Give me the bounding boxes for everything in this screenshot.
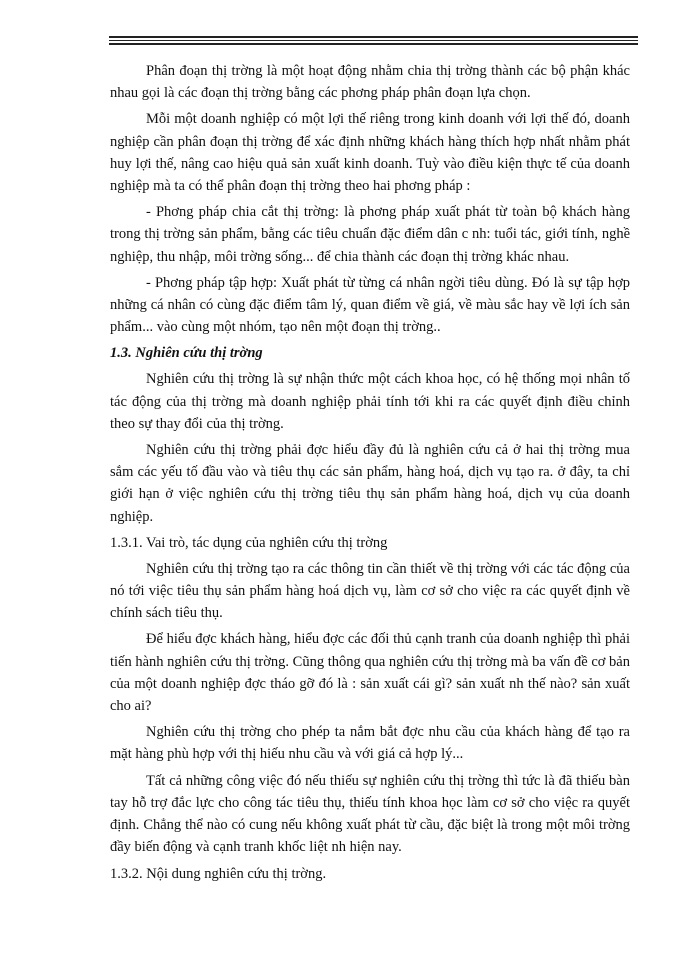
- subsection-heading-content: 1.3.2. Nội dung nghiên cứu thị trờng.: [110, 865, 327, 882]
- paragraph-market-research-scope: Nghiên cứu thị trờng phải đợc hiểu đầy đủ là nghiên cứu cả ở hai thị trờng mua sắm các yếu tố đầu vào và tiêu thụ các sản phẩm, hàng hoá, dịch vụ tạo ra. ở đây, ta chỉ giới hạn ở việc nghiên cứu thị trờng tiêu thụ sản phẩm hàng hoá, dịch vụ của doanh nghiệp.: [110, 442, 630, 525]
- paragraph-research-information: Nghiên cứu thị trờng tạo ra các thông tin cần thiết về thị trờng với các tác động của nó tới việc tiêu thụ sản phẩm hàng hoá dịch vụ, làm cơ sở cho việc ra các quyết định về chính sách tiêu thụ.: [110, 560, 630, 622]
- paragraph-market-segmentation-definition: Phân đoạn thị trờng là một hoạt động nhằm chia thị trờng thành các bộ phận khác nhau gọi là các đoạn thị trờng bằng các phơng pháp phân đoạn lựa chọn.: [110, 63, 630, 102]
- paragraph-aggregation-method: - Phơng pháp tập hợp: Xuất phát từ từng cá nhân ngời tiêu dùng. Đó là sự tập hợp những cá nhân có cùng đặc điểm tâm lý, quan điểm về giá, về màu sắc hay về lợi ích sản phẩm... vào cùng một nhóm, tạo nên một đoạn thị trờng..: [110, 274, 630, 336]
- paragraph-segmentation-advantage: Mỗi một doanh nghiệp có một lợi thế riêng trong kinh doanh với lợi thế đó, doanh nghiệp cần phân đoạn thị trờng để xác định những khách hàng thích hợp nhất nhằm phát huy lợi thế, nâng cao hiệu quả sản xuất kinh doanh. Tuỳ vào điều kiện thực tế của doanh nghiệp mà ta có thể phân đoạn thị trờng theo hai phơng pháp :: [110, 111, 630, 195]
- section-heading-market-research: 1.3. Nghiên cứu thị trờng: [110, 345, 263, 362]
- paragraph-division-method: - Phơng pháp chia cắt thị trờng: là phơng pháp xuất phát từ toàn bộ khách hàng trong thị trờng sản phẩm, bằng các tiêu chuẩn đặc điểm dân c nh: tuổi tác, giới tính, nghề nghiệp, thu nhập, môi trờng sống... để chia thành các đoạn thị trờng khác nhau.: [110, 204, 630, 265]
- paragraph-understand-customers: Để hiểu đợc khách hàng, hiểu đợc các đối thủ cạnh tranh của doanh nghiệp thì phải tiến hành nghiên cứu thị trờng. Cũng thông qua nghiên cứu thị trờng mà ba vấn đề cơ bản của một doanh nghiệp đợc tháo gỡ đó là : sản xuất cái gì? sản xuất nh thế nào? sản xuất cho ai?: [110, 631, 630, 715]
- subsection-heading-role: 1.3.1. Vai trò, tác dụng của nghiên cứu thị trờng: [110, 534, 388, 551]
- header-rule-bottom: [109, 43, 638, 45]
- paragraph-capture-demand: Nghiên cứu thị trờng cho phép ta nắm bắt đợc nhu cầu của khách hàng để tạo ra mặt hàng phù hợp với thị hiếu nhu cầu và với giá cả hợp lý...: [110, 724, 630, 763]
- paragraph-market-research-definition: Nghiên cứu thị trờng là sự nhận thức một cách khoa học, có hệ thống mọi nhân tố tác động của thị trờng mà doanh nghiệp phải tính tới khi ra các quyết định điều chỉnh theo sự thay đổi của thị trờng.: [110, 371, 630, 432]
- header-rule-middle: [109, 40, 638, 41]
- header-rule-top: [109, 36, 638, 38]
- document-body: [110, 60, 630, 889]
- paragraph-without-research: Tất cả những công việc đó nếu thiếu sự nghiên cứu thị trờng thì tức là đã thiếu bàn tay hỗ trợ đắc lực cho công tác tiêu thụ, thiếu tính khoa học làm cơ sở cho việc ra quyết định. Chẳng thể nào có cung nếu không xuất phát từ cầu, đặc biệt là trong một môi trờng đầy biến động và cạnh tranh khốc liệt nh hiện nay.: [110, 772, 630, 856]
